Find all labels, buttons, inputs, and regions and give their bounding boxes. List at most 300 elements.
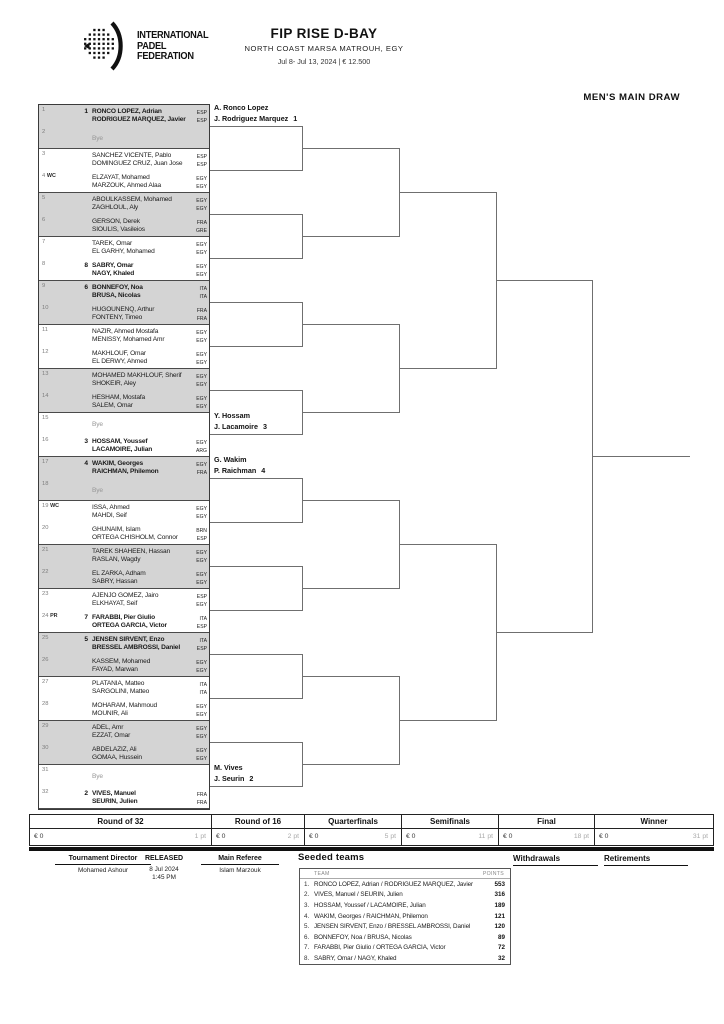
country-code: EGY <box>196 373 207 380</box>
entry-seed <box>63 325 88 347</box>
entry-players <box>88 633 187 655</box>
country-code: ESP <box>196 118 207 125</box>
round-name: Round of 32 <box>30 815 211 829</box>
entry-codes <box>187 765 209 787</box>
seeded-team-row <box>300 890 510 901</box>
country-code: EGY <box>196 571 207 578</box>
entry-number: 20 <box>42 525 49 531</box>
released-time: 1:45 PM <box>152 874 176 881</box>
main-referee-block <box>201 855 279 874</box>
advanced-seed-number: 4 <box>261 466 266 475</box>
player-name: HESHAM, Mostafa <box>92 393 146 401</box>
player-name: RONCO LOPEZ, Adrian <box>92 107 162 115</box>
bracket-connector <box>593 456 690 458</box>
entry-row <box>39 435 209 457</box>
round-points: 5 pt <box>384 833 396 840</box>
entry-codes <box>187 171 209 192</box>
entry-seed <box>63 743 88 764</box>
tournament-director-name: Mohamed Ashour <box>77 867 129 874</box>
entry-number: 19 <box>42 503 49 509</box>
round-name: Semifinals <box>402 815 498 829</box>
seeded-team-points: 121 <box>494 912 505 920</box>
entry-row <box>39 743 209 765</box>
entry-row <box>39 413 209 435</box>
country-code: ITA <box>199 690 207 697</box>
entry-number: 10 <box>42 305 49 311</box>
country-code: FRA <box>196 791 207 798</box>
entry-row <box>39 281 209 303</box>
entry-players <box>88 325 187 347</box>
player-name: RODRIGUEZ MARQUEZ, Javier <box>92 116 186 124</box>
entry-players <box>88 347 187 368</box>
entry-seed: 6 <box>84 283 88 291</box>
seeded-team-rank: 8. <box>304 954 310 962</box>
entry-number: 9 <box>42 283 46 289</box>
entry-players <box>88 171 187 192</box>
entry-players <box>88 743 187 764</box>
player-name: MAHDI, Seif <box>92 512 127 520</box>
entry-row <box>39 501 209 523</box>
player-name: BRESSEL AMBROSSI, Daniel <box>92 644 180 652</box>
country-code: EGY <box>196 602 207 609</box>
player-name: SEURIN, Julien <box>92 798 138 806</box>
entry-row <box>39 721 209 743</box>
entry-number: 6 <box>42 217 46 223</box>
r16-winner-label: G. Wakim P. Raichman 4 <box>214 455 266 475</box>
seeded-team-points: 89 <box>497 933 505 941</box>
country-code: EGY <box>196 439 207 446</box>
round-prize: € 0 <box>599 833 609 840</box>
entry-codes <box>187 545 209 567</box>
entry-number: 11 <box>42 327 49 333</box>
draw-title: MEN'S MAIN DRAW <box>583 92 680 103</box>
released-label: RELEASED <box>144 855 184 862</box>
entry-row <box>39 479 209 501</box>
entry-number: 28 <box>42 701 49 707</box>
entry-codes <box>187 127 209 148</box>
entry-codes <box>187 369 209 391</box>
seeded-team-names: VIVES, Manuel / SEURIN, Julien <box>314 891 403 899</box>
entry-players <box>88 589 187 611</box>
player-name: SABRY, Omar <box>92 261 134 269</box>
advanced-seed-number: 3 <box>262 422 267 431</box>
entry-players <box>88 721 187 743</box>
entry-seed <box>63 347 88 368</box>
player-name: GOMAA, Hussein <box>92 754 142 762</box>
player-name: TAREK SHAHEEN, Hassan <box>92 547 171 555</box>
country-code: EGY <box>196 197 207 204</box>
player-name: LACAMOIRE, Julian <box>92 446 153 454</box>
entry-seed <box>63 149 88 171</box>
entry-codes <box>187 479 209 500</box>
entry-number: 12 <box>42 349 49 355</box>
seeded-header-team: TEAM <box>314 871 330 877</box>
player-name: MAKHLOUF, Omar <box>92 349 146 357</box>
seeded-team-names: BONNEFOY, Noa / BRUSA, Nicolas <box>314 933 412 941</box>
country-code: ESP <box>196 646 207 653</box>
entry-seed <box>63 369 88 391</box>
country-code: ESP <box>196 109 207 116</box>
country-code: ESP <box>196 153 207 160</box>
bracket-connector <box>210 478 303 523</box>
seeded-team-names: JENSEN SIRVENT, Enzo / BRESSEL AMBROSSI, Daniel <box>314 923 471 931</box>
seeded-team-rank: 4. <box>304 912 310 920</box>
entry-codes <box>187 347 209 368</box>
seeded-team-rank: 6. <box>304 933 310 941</box>
bracket-connector <box>210 566 303 611</box>
entry-players <box>88 699 187 720</box>
entry-codes <box>187 589 209 611</box>
entry-number: 24 <box>42 613 49 619</box>
event-subtitle: NORTH COAST MARSA MATROUH, EGY <box>244 44 404 53</box>
seeded-team-points: 32 <box>497 954 505 962</box>
player-name: HOSSAM, Youssef <box>92 437 148 445</box>
entry-players <box>88 523 187 544</box>
entry-seed <box>63 413 88 435</box>
seeded-team-points: 553 <box>494 880 505 888</box>
player-name: JENSEN SIRVENT, Enzo <box>92 635 165 643</box>
entry-row <box>39 611 209 633</box>
country-code: FRA <box>196 800 207 807</box>
round-points: 18 pt <box>573 833 589 840</box>
entry-number: 1 <box>42 107 46 113</box>
entry-players <box>88 281 187 303</box>
player-name: FONTENY, Timeo <box>92 314 143 322</box>
entry-players: Bye <box>92 134 103 142</box>
country-code: EGY <box>196 703 207 710</box>
entry-codes <box>187 413 209 435</box>
entry-seed <box>63 479 88 500</box>
entry-row <box>39 655 209 677</box>
player-name: DOMINGUEZ CRUZ, Juan Jose <box>92 160 183 168</box>
entry-codes <box>187 215 209 236</box>
entry-players <box>88 677 187 699</box>
round-column <box>304 815 401 845</box>
entry-row <box>39 545 209 567</box>
entry-players <box>88 303 187 324</box>
entry-tag: WC <box>50 503 60 509</box>
logo-arc <box>112 23 121 69</box>
seeded-team-row <box>300 932 510 943</box>
country-code: EGY <box>196 351 207 358</box>
entry-number: 18 <box>42 481 49 487</box>
entry-players <box>88 237 187 259</box>
r16-winner-label: A. Ronco Lopez J. Rodriguez Marquez 1 <box>214 103 298 123</box>
entry-row <box>39 457 209 479</box>
entry-row <box>39 237 209 259</box>
player-name: EL DERWY, Ahmed <box>92 358 148 366</box>
entry-row <box>39 325 209 347</box>
entry-seed <box>63 501 88 523</box>
player-name: TAREK, Omar <box>92 239 132 247</box>
entry-seed <box>63 655 88 676</box>
entry-row <box>39 215 209 237</box>
entry-players <box>88 105 187 127</box>
player-name: GERSON, Derek <box>92 217 140 225</box>
round-prize: € 0 <box>34 833 44 840</box>
entry-codes <box>187 633 209 655</box>
player-name: KASSEM, Mohamed <box>92 657 151 665</box>
entry-number: 13 <box>42 371 49 377</box>
country-code: EGY <box>196 756 207 763</box>
country-code: ESP <box>196 624 207 631</box>
country-code: EGY <box>196 580 207 587</box>
country-code: GRE <box>195 228 207 235</box>
entry-players <box>88 457 187 479</box>
entry-players <box>88 501 187 523</box>
player-name: SARGOLINI, Matteo <box>92 688 150 696</box>
player-name: ABDELAZIZ, Ali <box>92 745 137 753</box>
entry-number: 4 <box>42 173 46 179</box>
entry-codes <box>187 457 209 479</box>
entry-seed: 8 <box>84 261 88 269</box>
country-code: BRN <box>196 527 207 534</box>
event-title: FIP RISE D-BAY <box>270 26 378 41</box>
main-referee-name: Islam Marzouk <box>219 867 261 874</box>
player-name: MOHARAM, Mahmoud <box>92 701 158 709</box>
country-code: EGY <box>196 505 207 512</box>
entry-seed <box>63 545 88 567</box>
entry-seed <box>63 193 88 215</box>
entry-players <box>88 391 187 412</box>
entry-number: 14 <box>42 393 49 399</box>
player-name: ELKHAYAT, Seif <box>92 600 138 608</box>
entry-row <box>39 699 209 721</box>
country-code: ITA <box>199 294 207 301</box>
round-column <box>211 815 304 845</box>
entry-codes <box>187 523 209 544</box>
main-referee-label: Main Referee <box>201 855 279 865</box>
entry-number: 26 <box>42 657 49 663</box>
round-name: Round of 16 <box>212 815 304 829</box>
entry-seed: 7 <box>84 613 88 621</box>
entry-seed: 4 <box>84 459 88 467</box>
entry-number: 3 <box>42 151 46 157</box>
entry-seed <box>63 567 88 588</box>
entry-seed: 1 <box>84 107 88 115</box>
entry-players <box>88 611 187 632</box>
entry-number: 25 <box>42 635 49 641</box>
entry-seed <box>63 127 88 148</box>
country-code: EGY <box>196 659 207 666</box>
country-code: ESP <box>196 162 207 169</box>
player-name: SHOKEIR, Aley <box>92 380 136 388</box>
entry-codes <box>187 259 209 280</box>
round-column <box>30 815 211 845</box>
player-name: EZZAT, Omar <box>92 732 131 740</box>
bracket-connector <box>210 742 303 787</box>
player-name: BONNEFOY, Noa <box>92 283 143 291</box>
entry-players <box>88 787 187 808</box>
entry-number: 31 <box>42 767 49 773</box>
entry-seed <box>63 699 88 720</box>
round-name: Winner <box>595 815 713 829</box>
entry-codes <box>187 501 209 523</box>
player-name: VIVES, Manuel <box>92 789 136 797</box>
entry-seed <box>63 215 88 236</box>
entry-players <box>88 545 187 567</box>
country-code: EGY <box>196 329 207 336</box>
entry-number: 16 <box>42 437 49 443</box>
bracket-connector <box>210 302 303 347</box>
released-block <box>130 855 198 881</box>
country-code: ITA <box>199 637 207 644</box>
entry-codes <box>187 325 209 347</box>
tournament-director-label: Tournament Director <box>55 855 151 865</box>
player-name: RASLAN, Wagdy <box>92 556 141 564</box>
player-name: BRUSA, Nicolas <box>92 292 141 300</box>
country-code: ITA <box>199 681 207 688</box>
bracket-connector <box>303 148 400 237</box>
entry-number: 2 <box>42 129 46 135</box>
entry-codes <box>187 391 209 412</box>
player-name: PLATANIA, Matteo <box>92 679 145 687</box>
entry-players: Bye <box>92 772 103 780</box>
country-code: EGY <box>196 549 207 556</box>
seeded-team-names: WAKIM, Georges / RAICHMAN, Philemon <box>314 912 428 920</box>
player-name: ABOULKASSEM, Mohamed <box>92 195 172 203</box>
bracket-connector <box>303 324 400 413</box>
entry-seed <box>63 677 88 699</box>
event-title-block <box>124 26 524 66</box>
entry-number: 29 <box>42 723 49 729</box>
entry-players <box>88 655 187 676</box>
round-points: 31 pt <box>692 833 708 840</box>
seeded-team-rank: 5. <box>304 923 310 931</box>
player-name: SIOULIS, Vasileios <box>92 226 145 234</box>
withdrawals-heading: Withdrawals <box>513 854 598 866</box>
seeded-teams-table <box>299 868 511 965</box>
rounds-table <box>29 814 714 846</box>
entry-number: 30 <box>42 745 49 751</box>
entry-seed: 3 <box>84 437 88 445</box>
bracket-connector <box>210 390 303 435</box>
entry-number: 32 <box>42 789 49 795</box>
player-name: SANCHEZ VICENTE, Pablo <box>92 151 172 159</box>
entry-number: 21 <box>42 547 49 553</box>
seeded-team-names: FARABBI, Pier Giulio / ORTEGA GARCIA, Victor <box>314 944 446 952</box>
seeded-team-rank: 1. <box>304 880 310 888</box>
player-name: ORTEGA GARCIA, Victor <box>92 622 167 630</box>
entry-codes <box>187 237 209 259</box>
player-name: ISSA, Ahmed <box>92 503 130 511</box>
country-code: EGY <box>196 263 207 270</box>
country-code: EGY <box>196 734 207 741</box>
entry-number: 22 <box>42 569 49 575</box>
entry-seed <box>63 523 88 544</box>
entry-seed <box>63 391 88 412</box>
logo-text: INTERNATIONAL PADEL FEDERATION <box>137 29 209 63</box>
player-name: HUGOUNENQ, Arthur <box>92 305 155 313</box>
entry-seed: 2 <box>84 789 88 797</box>
entry-row <box>39 149 209 171</box>
seeded-team-row <box>300 953 510 964</box>
seeded-team-rank: 3. <box>304 901 310 909</box>
entry-players <box>88 435 187 456</box>
entry-codes <box>187 281 209 303</box>
player-name: ORTEGA CHISHOLM, Connor <box>92 534 178 542</box>
country-code: FRA <box>196 307 207 314</box>
entry-codes <box>187 193 209 215</box>
round-column <box>594 815 713 845</box>
round-points: 1 pt <box>194 833 206 840</box>
player-name: RAICHMAN, Philemon <box>92 468 159 476</box>
entry-seed <box>63 765 88 787</box>
bracket-connector <box>210 126 303 171</box>
entry-codes <box>187 655 209 676</box>
entry-row <box>39 105 209 127</box>
player-name: ADEL, Amr <box>92 723 124 731</box>
entry-codes <box>187 435 209 456</box>
seeded-team-names: SABRY, Omar / NAGY, Khaled <box>314 954 397 962</box>
player-name: MARZOUK, Ahmed Alaa <box>92 182 161 190</box>
country-code: EGY <box>196 184 207 191</box>
entry-players: Bye <box>92 486 103 494</box>
seeded-team-row <box>300 879 510 890</box>
bracket-connector <box>303 500 400 589</box>
country-code: ESP <box>196 536 207 543</box>
entry-players <box>88 369 187 391</box>
entry-row <box>39 127 209 149</box>
round-points: 11 pt <box>478 833 493 840</box>
seeded-team-points: 189 <box>494 901 505 909</box>
entry-players <box>88 567 187 588</box>
bracket-entries <box>38 104 210 810</box>
country-code: EGY <box>196 747 207 754</box>
bracket-connector <box>210 654 303 699</box>
player-name: MOUNIR, Ali <box>92 710 128 718</box>
country-code: FRA <box>196 219 207 226</box>
entry-row <box>39 523 209 545</box>
seeded-team-rank: 2. <box>304 891 310 899</box>
round-prize: € 0 <box>309 833 319 840</box>
seeded-team-row <box>300 900 510 911</box>
entry-row <box>39 765 209 787</box>
country-code: ESP <box>196 593 207 600</box>
seeded-team-points: 120 <box>494 923 505 931</box>
entry-row <box>39 633 209 655</box>
entry-codes <box>187 611 209 632</box>
entry-codes <box>187 677 209 699</box>
round-prize: € 0 <box>216 833 226 840</box>
country-code: EGY <box>196 382 207 389</box>
player-name: NAZIR, Ahmed Mostafa <box>92 327 159 335</box>
country-code: EGY <box>196 558 207 565</box>
entry-row <box>39 347 209 369</box>
country-code: EGY <box>196 360 207 367</box>
bracket-connector <box>400 192 497 369</box>
seeded-team-rank: 7. <box>304 944 310 952</box>
bracket-connector <box>400 544 497 721</box>
entry-number: 17 <box>42 459 49 465</box>
entry-codes <box>187 787 209 808</box>
player-name: EL ZARKA, Adham <box>92 569 146 577</box>
entry-row <box>39 171 209 193</box>
round-column <box>498 815 594 845</box>
entry-row <box>39 567 209 589</box>
country-code: EGY <box>196 725 207 732</box>
entry-codes <box>187 105 209 127</box>
entry-players <box>88 259 187 280</box>
seeded-team-points: 72 <box>497 944 505 952</box>
entry-number: 23 <box>42 591 49 597</box>
country-code: EGY <box>196 206 207 213</box>
country-code: FRA <box>196 316 207 323</box>
entry-number: 15 <box>42 415 49 421</box>
bracket-connector <box>210 214 303 259</box>
bracket-connector <box>497 280 593 633</box>
player-name: ELZAYAT, Mohamed <box>92 173 150 181</box>
